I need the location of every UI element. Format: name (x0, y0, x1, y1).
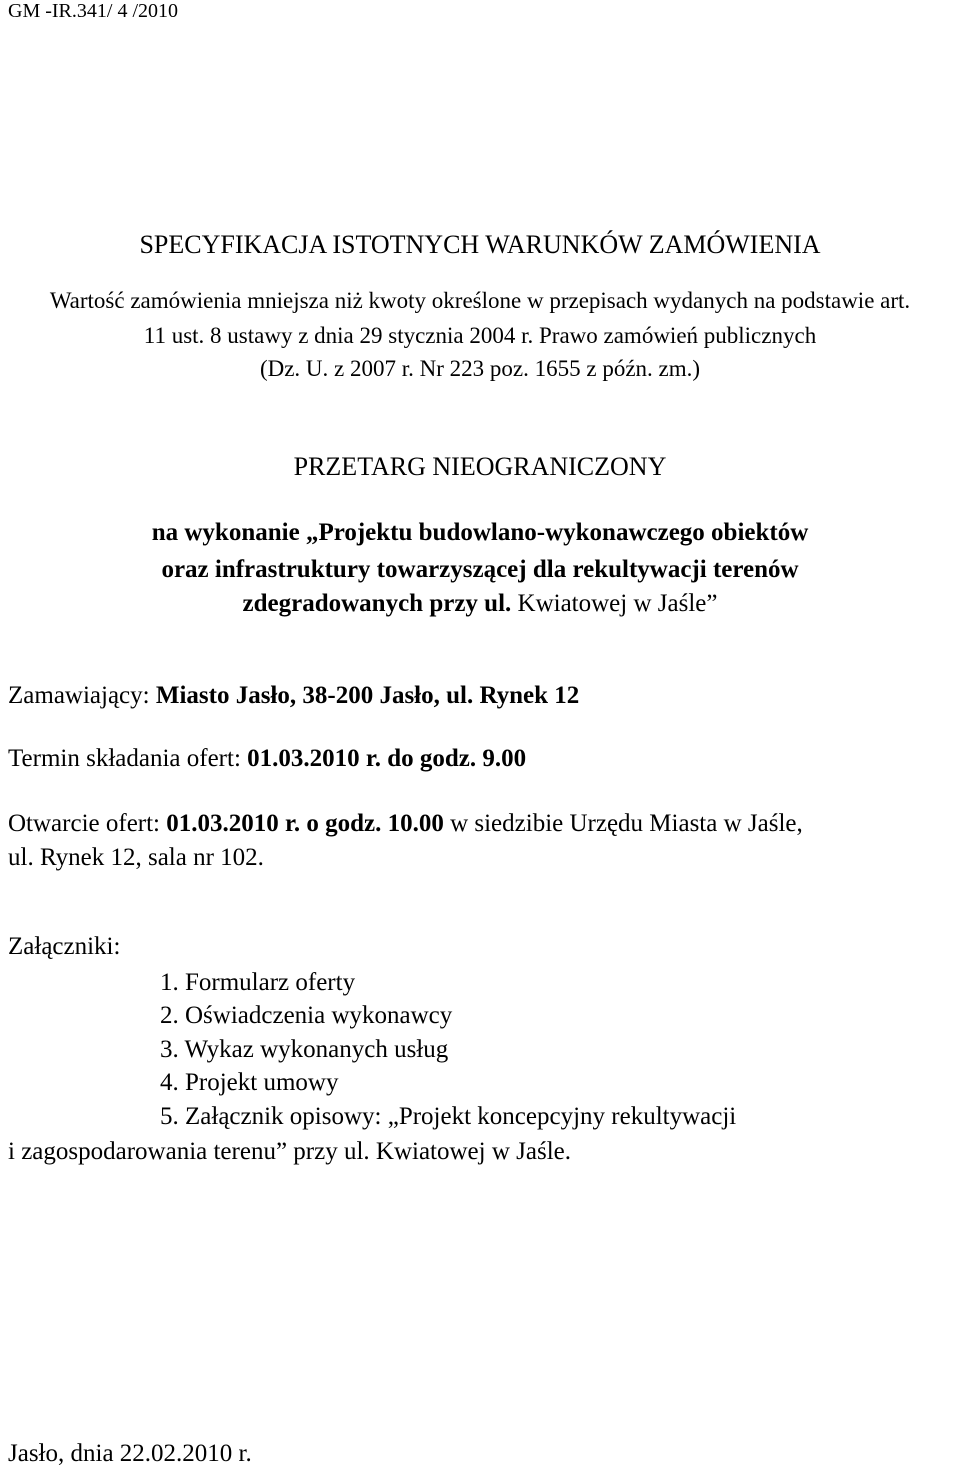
attachment-item: 2. Oświadczenia wykonawcy (160, 1002, 453, 1029)
subject-quoted: „Projektu budowlano-wykonawczego obiektów (305, 519, 809, 546)
opening (8, 810, 803, 838)
attachment-item: 5. Załącznik opisowy: „Projekt koncepcyjny rekultywacji (160, 1103, 737, 1130)
subject-line-3 (0, 590, 960, 618)
document-title: SPECYFIKACJA ISTOTNYCH WARUNKÓW ZAMÓWIENIA (139, 230, 821, 259)
buyer (8, 682, 579, 710)
legal-basis-line-3: (Dz. U. z 2007 r. Nr 223 poz. 1655 z późn. zm.) (259, 356, 701, 381)
opening-line-2: ul. Rynek 12, sala nr 102. (8, 844, 264, 871)
subject-line-3-bold: zdegradowanych przy ul. (242, 590, 512, 617)
attachments-heading: Załączniki: (8, 933, 121, 960)
subject-line-1 (0, 519, 960, 547)
attachment-item: 1. Formularz oferty (160, 969, 356, 996)
procedure-type: PRZETARG NIEOGRANICZONY (293, 452, 667, 481)
subject-line-3-rest: Kwiatowej w Jaśle” (511, 590, 718, 617)
buyer-value: Miasto Jasło, 38-200 Jasło, ul. Rynek 12 (155, 682, 580, 709)
attachment-item: 3. Wykaz wykonanych usług (160, 1036, 449, 1063)
buyer-label: Zamawiający: (8, 682, 156, 709)
deadline-label: Termin składania ofert: (8, 745, 248, 772)
legal-basis-line-2: 11 ust. 8 ustawy z dnia 29 stycznia 2004 r. Prawo zamówień publicznych (143, 323, 817, 348)
opening-value: 01.03.2010 r. o godz. 10.00 (166, 810, 444, 837)
opening-place: w siedzibie Urzędu Miasta w Jaśle, (443, 810, 803, 837)
subject-prefix: na wykonanie (151, 519, 306, 546)
attachment-item: 4. Projekt umowy (160, 1069, 339, 1096)
legal-basis-line-1: Wartość zamówienia mniejsza niż kwoty określone w przepisach wydanych na podstawie art. (49, 288, 911, 313)
deadline-value: 01.03.2010 r. do godz. 9.00 (247, 745, 527, 772)
opening-label: Otwarcie ofert: (8, 810, 167, 837)
subject-line-2: oraz infrastruktury towarzyszącej dla rekultywacji terenów (161, 556, 799, 583)
document-reference: GM -IR.341/ 4 /2010 (8, 0, 178, 22)
deadline (8, 745, 526, 773)
place-and-date: Jasło, dnia 22.02.2010 r. (8, 1440, 252, 1467)
attachment-continuation: i zagospodarowania terenu” przy ul. Kwiatowej w Jaśle. (8, 1138, 572, 1165)
